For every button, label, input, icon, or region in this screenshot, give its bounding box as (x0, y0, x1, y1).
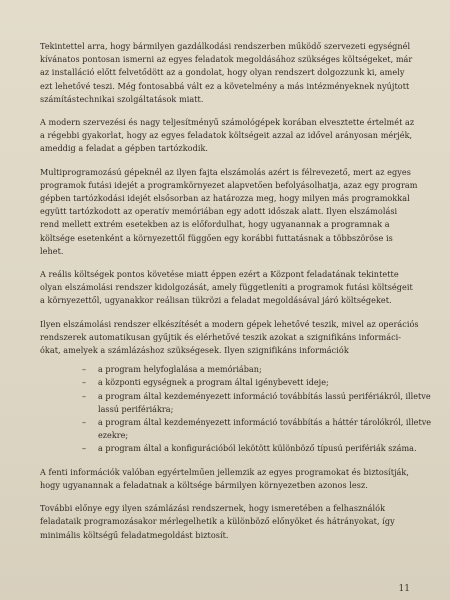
text-line: Multiprogramozású gépeknél az ilyen fajta elszámolás azért is félrevezető, mert az egyes (40, 166, 411, 177)
text-line: ókat, amelyek a számlázáshoz szükségesek. Ilyen szignifikáns információk (40, 345, 349, 356)
text-line: minimális költségű feladatmegoldást biztosít. (40, 529, 229, 540)
list-item (40, 376, 412, 389)
list-item-line: a program által kezdeményezett információ továbbítás lassú perifériákról, illetve (98, 390, 431, 401)
text-line: költsége esetenként a környezettől függően egy korábbi futtatásnak a többszöröse is (40, 232, 393, 243)
text-line: hogy ugyanannak a feladatnak a költsége bármilyen környezetben azonos lesz. (40, 479, 368, 490)
list-dash: – (82, 417, 87, 428)
text-line: számítástechnikai szolgáltatások miatt. (40, 93, 204, 104)
list-item (40, 416, 432, 442)
text-line: feladataik programozásakor mérlegelhetik a különböző előnyöket és hátrányokat, így (40, 516, 395, 527)
list-dash: – (82, 390, 87, 401)
list-item (40, 442, 417, 455)
list-item-line: a program által a konfigurációból lekötött különböző típusú perifériák száma. (98, 443, 417, 454)
list-item (40, 363, 412, 376)
text-line: ameddig a feladat a gépben tartózkodik. (40, 143, 209, 154)
text-line: ezt lehetővé teszi. Még fontosabbá vált ez a követelmény a más intézményeknek nyújtott (40, 80, 410, 91)
text-line: kívánatos pontosan ismerni az egyes feladatok megoldásához szükséges költségeket, már (40, 54, 413, 65)
paragraph (40, 40, 412, 106)
text-line: További előnye egy ilyen számlázási rendszernek, hogy ismeretében a felhasználók (40, 503, 386, 514)
list-item-line: ezekre; (98, 430, 129, 441)
list-item-line: a központi egységnek a program által igénybevett ideje; (98, 377, 329, 388)
list-item-line: lassú perifériákra; (98, 403, 174, 414)
text-line: az installáció előtt felvetődött az a gondolat, hogy olyan rendszert dolgozzunk ki, amely (40, 67, 405, 78)
text-line: a környezettől, ugyanakkor reálisan tükrözi a feladat megoldásával járó költségeket. (40, 295, 392, 306)
text-line: olyan elszámolási rendszer kidolgozását, amely függetleníti a programok futási költségeit (40, 282, 413, 293)
paragraph (40, 166, 418, 258)
paragraph (40, 268, 412, 308)
text-line: Tekintettel arra, hogy bármilyen gazdálkodási rendszerben működő szervezeti egységnél (40, 41, 411, 51)
text-line: a régebbi gyakorlat, hogy az egyes feladatok költségeit azzal az idővel arányosan mérjék, (40, 130, 413, 141)
text-line: A reális költségek pontos követése miatt éppen ezért a Központ feladatának tekintette (40, 269, 399, 280)
list-dash: – (82, 443, 87, 454)
list-item-line: a program által kezdeményezett információ továbbítás a háttér tárolókról, illetve (98, 417, 432, 428)
text-line: lehet. (40, 245, 64, 256)
page-number: 11 (398, 584, 410, 594)
paragraph (40, 116, 415, 156)
text-line: rend mellett extrém esetekben az is előfordulhat, hogy ugyanannak a programnak a (40, 219, 390, 230)
text-line: programok futási idejét a programkörnyezet alapvetően befolyásolhatja, azaz egy program (40, 179, 418, 190)
list-item (40, 390, 431, 416)
text-line: A modern szervezési és nagy teljesítményű számológépek korában elvesztette értelmét az (40, 117, 415, 128)
body-text (40, 40, 432, 542)
text-line: Ilyen elszámolási rendszer elkészítését a modern gépek lehetővé teszik, mivel az operációs (40, 318, 419, 329)
text-line: gépben tartózkodási idejét elsősorban az határozza meg, hogy milyen más programokkal (40, 193, 410, 204)
paragraph (40, 318, 419, 358)
list-dash: – (82, 364, 87, 375)
text-line: együtt tartózkodott az operatív memóriában egy adott időszak alatt. Ilyen elszámolási (40, 206, 398, 217)
paragraph (40, 502, 412, 542)
paragraph (40, 466, 412, 492)
info-list (40, 363, 432, 455)
list-dash: – (82, 377, 87, 388)
text-line: A fenti információk valóban egyértelműen jellemzik az egyes programokat és biztosítják, (40, 466, 410, 477)
list-item-line: a program helyfoglalása a memóriában; (98, 364, 262, 375)
text-line: rendszerek automatikusan gyűjtik és elérhetővé teszik azokat a szignifikáns informáci- (40, 331, 402, 342)
